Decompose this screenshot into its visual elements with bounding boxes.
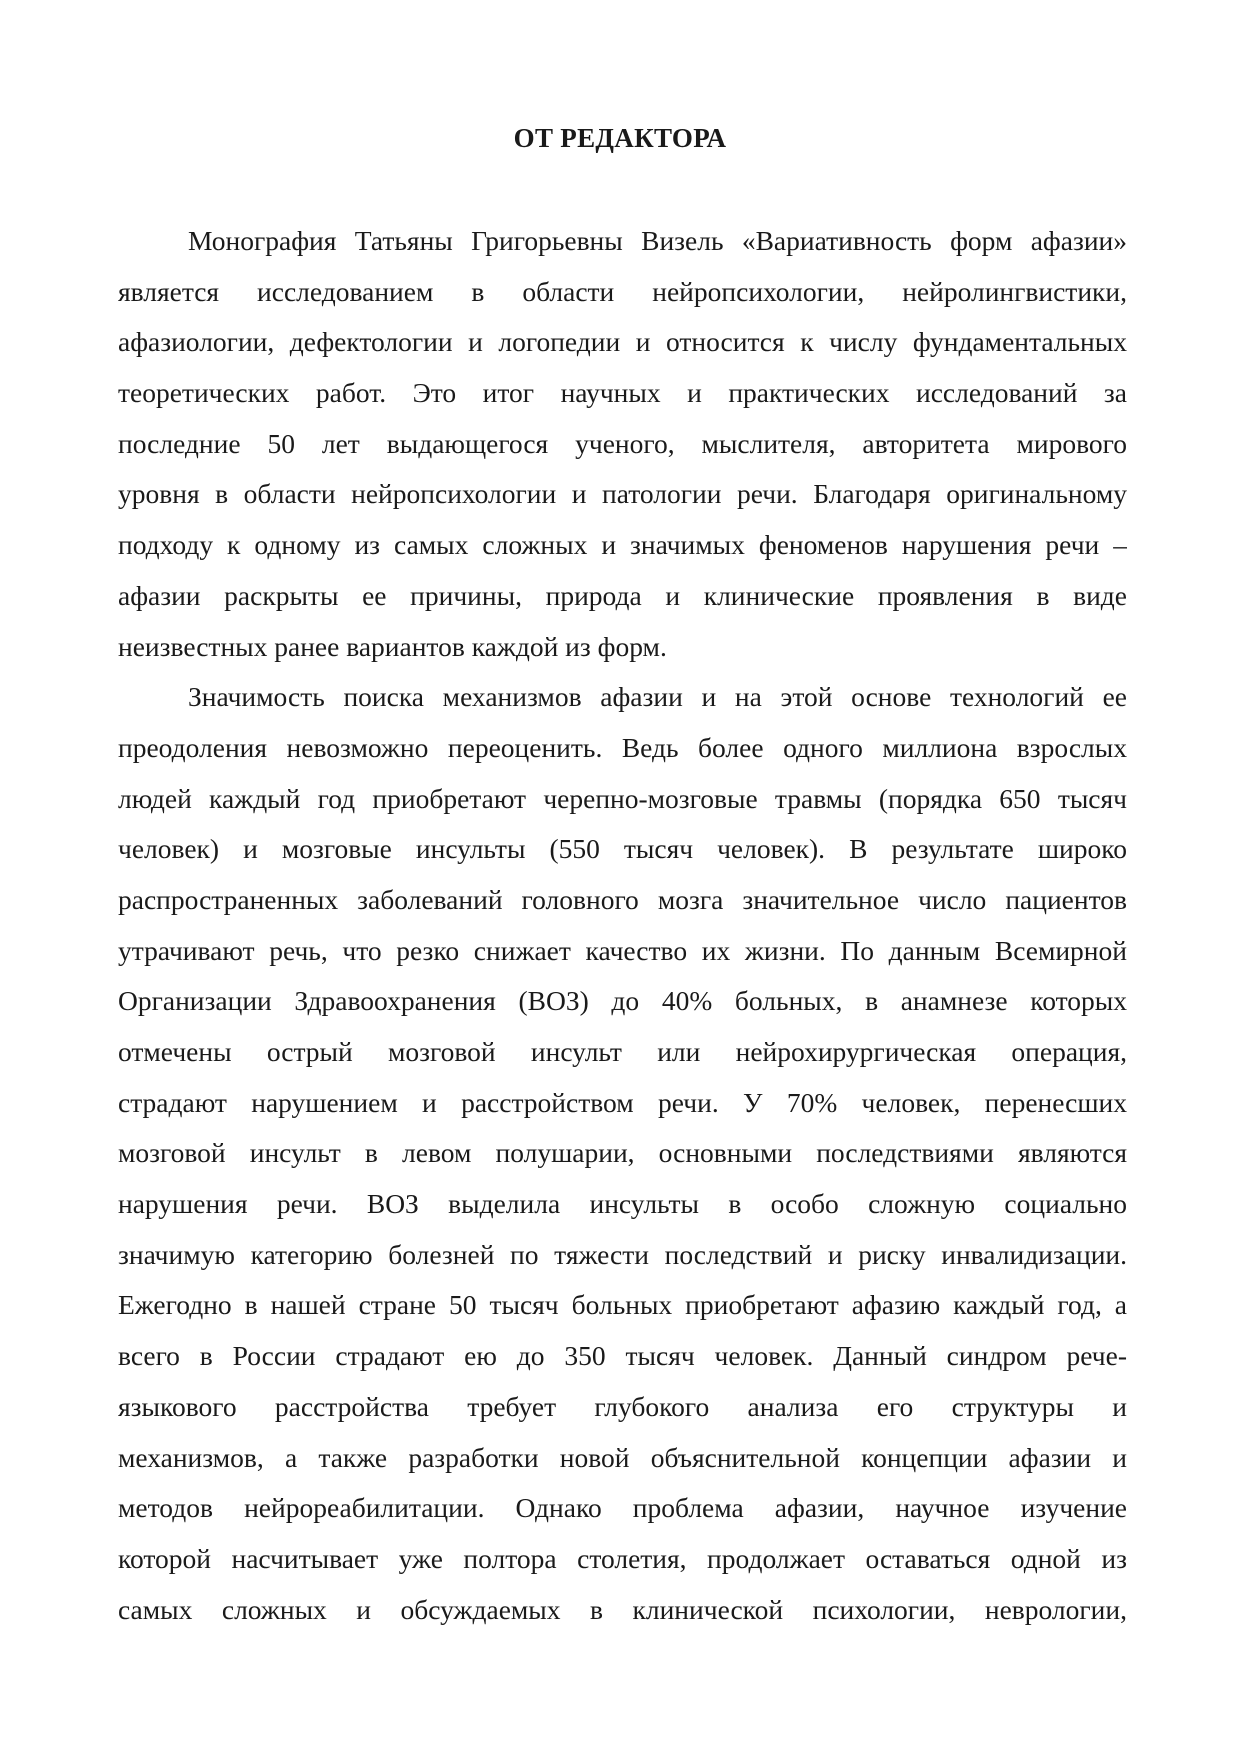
paragraph-2-line-2: преодоления невозможно переоценить. Ведь более одного миллиона взрослых <box>118 731 1127 763</box>
paragraph-1-line-3: афазиологии, дефектологии и логопедии и относится к числу фундаментальных <box>118 326 1127 358</box>
paragraph-2-line-4: человек) и мозговые инсульты (550 тысяч человек). В результате широко <box>118 833 1127 865</box>
page-title: ОТ РЕДАКТОРА <box>513 123 727 153</box>
paragraph-2-line-14: всего в России страдают ею до 350 тысяч человек. Данный синдром рече- <box>118 1340 1127 1372</box>
paragraph-2-line-13: Ежегодно в нашей стране 50 тысяч больных приобретают афазию каждый год, а <box>118 1289 1127 1321</box>
paragraph-2-line-19: самых сложных и обсуждаемых в клинической психологии, неврологии, <box>118 1593 1127 1625</box>
paragraph-2-line-8: отмечены острый мозговой инсульт или нейрохирургическая операция, <box>118 1036 1127 1067</box>
paragraph-2-line-5: распространенных заболеваний головного мозга значительное число пациентов <box>118 883 1127 915</box>
paragraph-1-line-8: афазии раскрыты ее причины, природа и клинические проявления в виде <box>118 579 1127 611</box>
paragraph-1-line-7: подходу к одному из самых сложных и значимых феноменов нарушения речи – <box>118 529 1127 561</box>
paragraph-2-line-9: страдают нарушением и расстройством речи. У 70% человек, перенесших <box>118 1086 1127 1118</box>
paragraph-2-line-16: механизмов, а также разработки новой объяснительной концепции афазии и <box>118 1441 1127 1473</box>
paragraph-2-line-6: утрачивают речь, что резко снижает качество их жизни. По данным Всемирной <box>118 934 1127 966</box>
paragraph-2-line-10: мозговой инсульт в левом полушарии, основными последствиями являются <box>118 1137 1127 1169</box>
paragraph-1-line-5: последние 50 лет выдающегося ученого, мыслителя, авторитета мирового <box>118 427 1127 459</box>
paragraph-1-line-4: теоретических работ. Это итог научных и практических исследований за <box>118 377 1127 409</box>
paragraph-2-line-12: значимую категорию болезней по тяжести последствий и риску инвалидизации. <box>118 1238 1127 1270</box>
paragraph-2-line-7: Организации Здравоохранения (ВОЗ) до 40% больных, в анамнезе которых <box>118 985 1127 1017</box>
paragraph-1-line-2: является исследованием в области нейропсихологии, нейролингвистики, <box>118 275 1127 307</box>
paragraph-2-line-18: которой насчитывает уже полтора столетия, продолжает оставаться одной из <box>118 1542 1127 1574</box>
paragraph-1-line-1: Монография Татьяны Григорьевны Визель «Вариативность форм афазии» <box>188 225 1127 256</box>
paragraph-1-line-9: неизвестных ранее вариантов каждой из форм. <box>118 630 667 662</box>
paragraph-2-line-1: Значимость поиска механизмов афазии и на этой основе технологий ее <box>188 681 1127 713</box>
paragraph-2-line-3: людей каждый год приобретают черепно-мозговые травмы (порядка 650 тысяч <box>118 782 1127 814</box>
paragraph-1-line-6: уровня в области нейропсихологии и патологии речи. Благодаря оригинальному <box>118 478 1127 510</box>
paragraph-2-line-15: языкового расстройства требует глубокого анализа его структуры и <box>118 1390 1127 1422</box>
body-text <box>118 216 1127 1635</box>
paragraph-2-line-11: нарушения речи. ВОЗ выделила инсульты в особо сложную социально <box>118 1188 1127 1220</box>
paragraph-2-line-17: методов нейрореабилитации. Однако проблема афазии, научное изучение <box>118 1492 1127 1524</box>
